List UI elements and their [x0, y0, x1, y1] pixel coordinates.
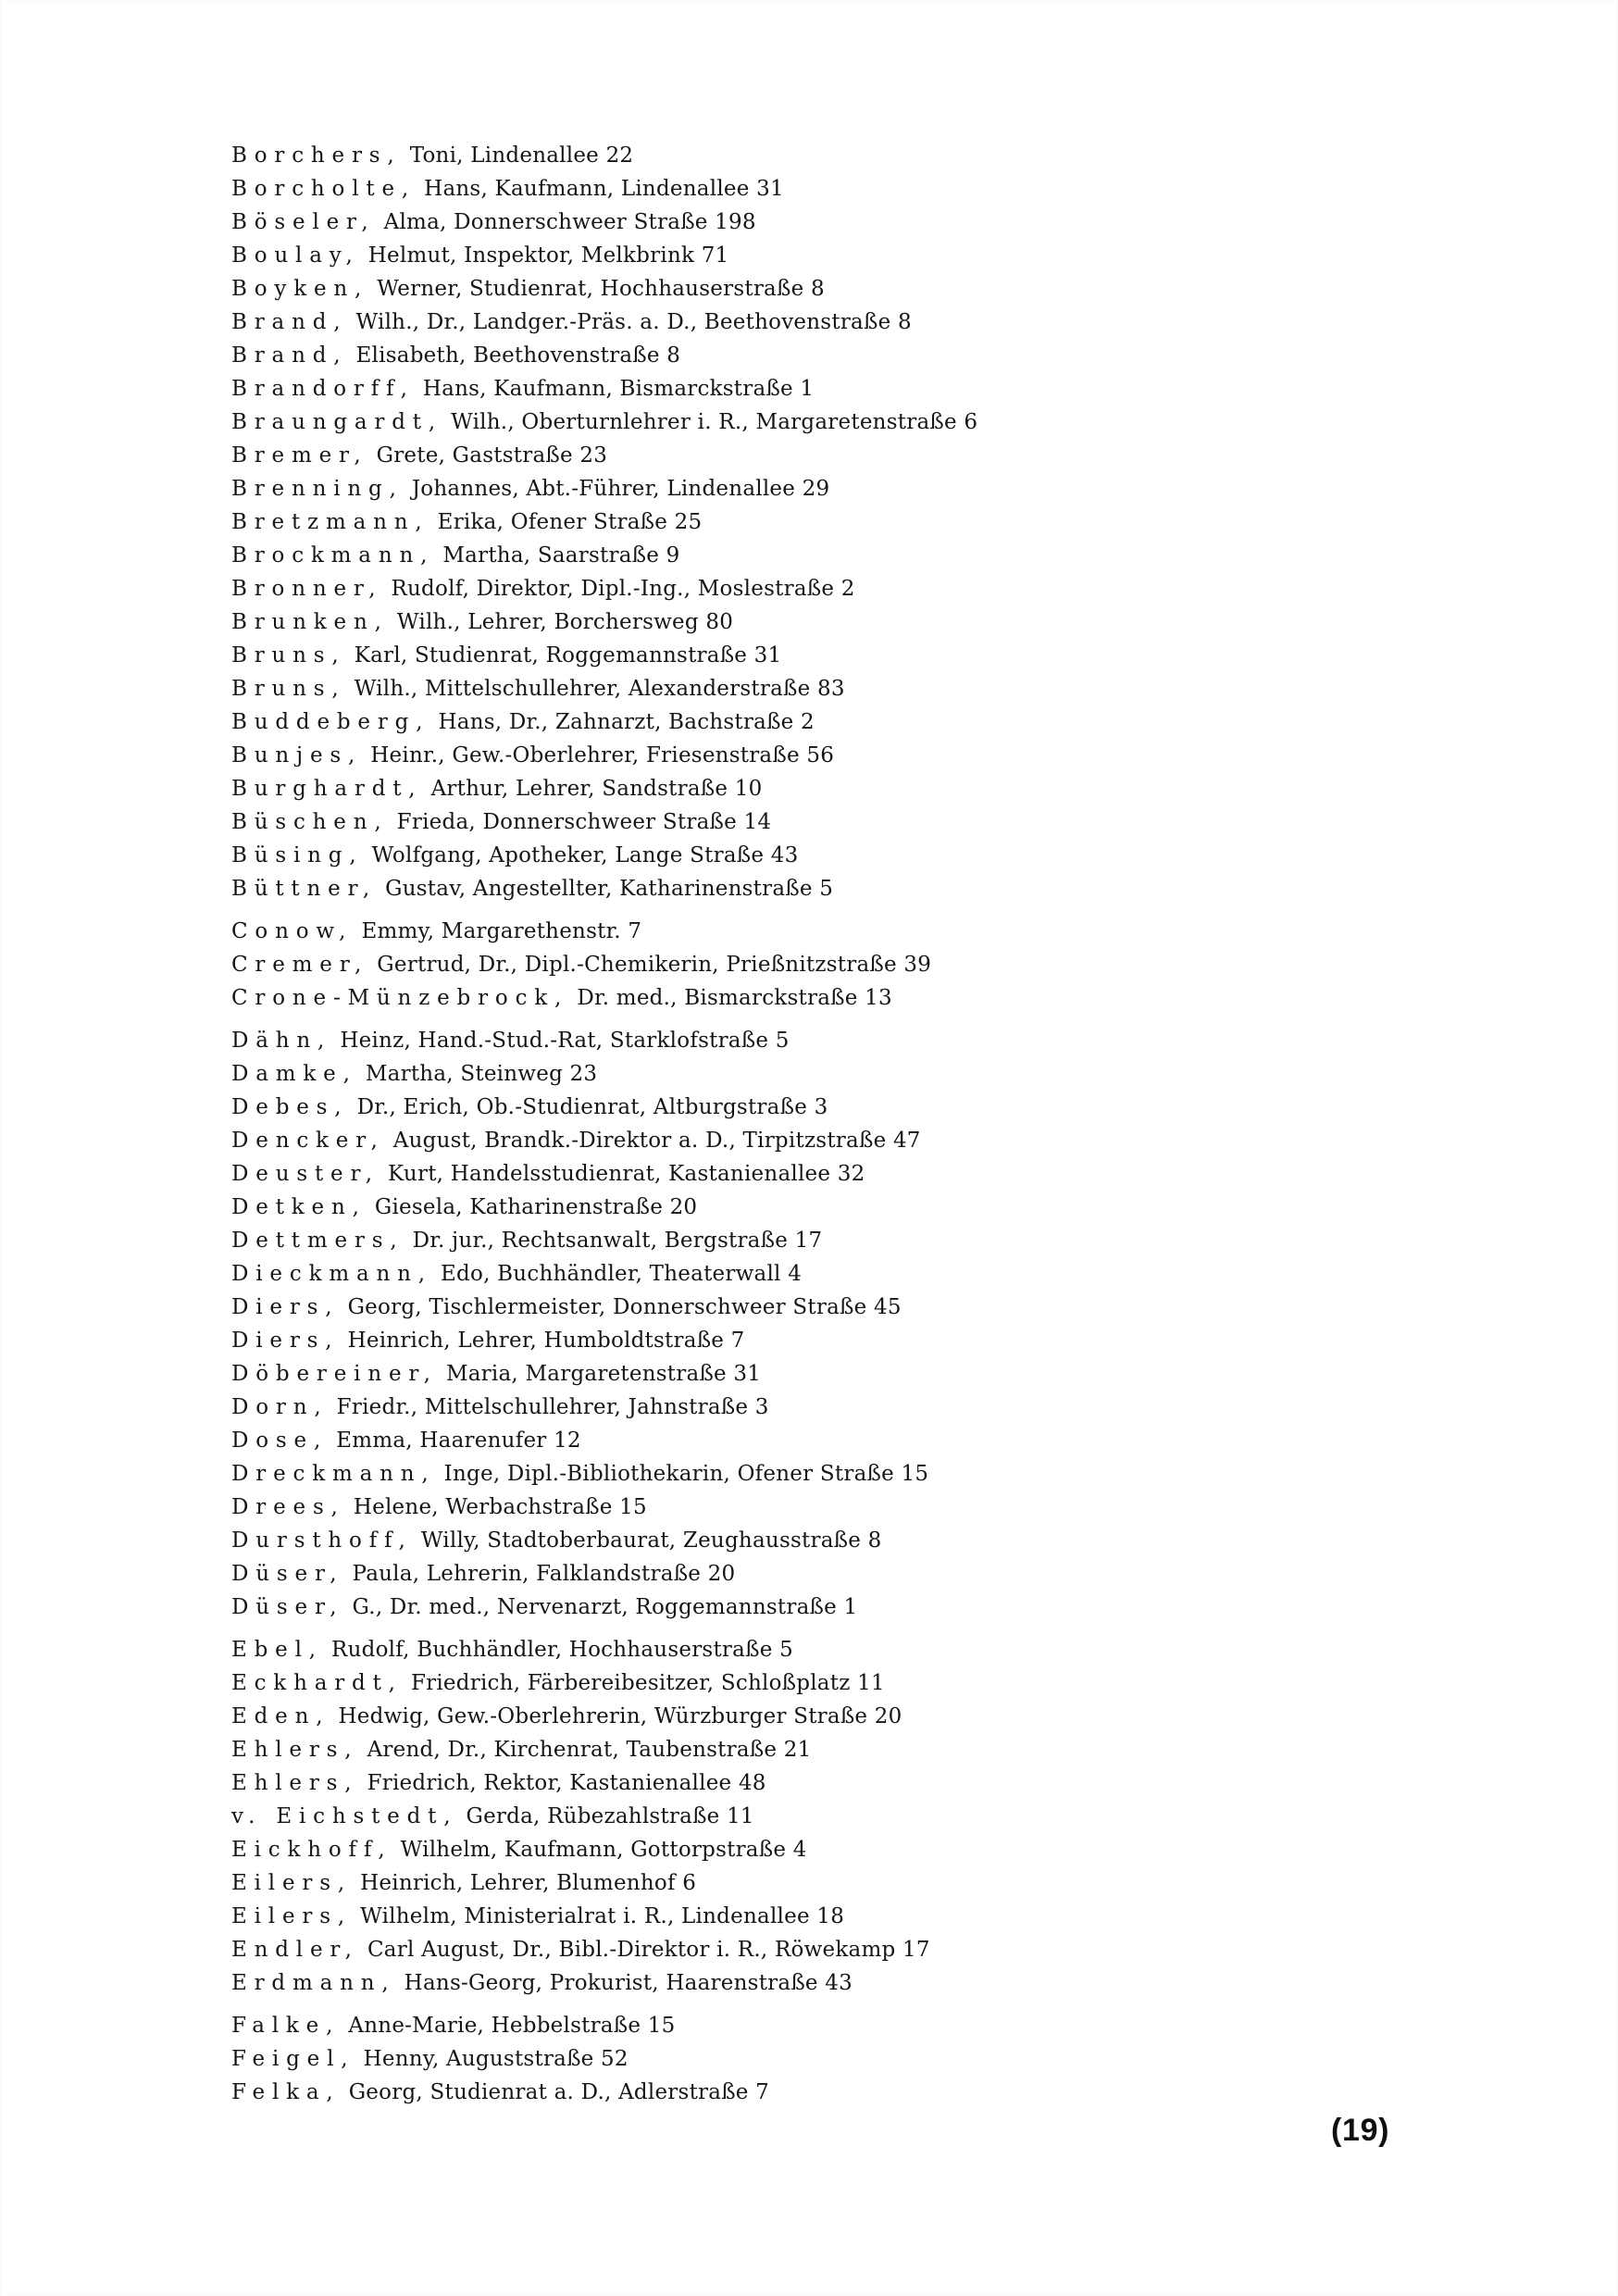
entry-details: Henny, Auguststraße 52: [363, 2047, 629, 2071]
entry-surname: Büschen,: [231, 810, 389, 834]
entry-surname: Ehlers,: [231, 1771, 359, 1795]
directory-entry: [231, 1733, 1213, 1766]
entry-surname: Bunjes,: [231, 743, 363, 767]
entry-surname: Drees,: [231, 1495, 345, 1519]
entry-surname: Dorn,: [231, 1395, 329, 1419]
directory-entry: [231, 639, 1213, 672]
directory-entry: [231, 439, 1213, 472]
directory-entry: [231, 172, 1213, 206]
entry-surname: Diers,: [231, 1295, 340, 1319]
directory-entry: [231, 372, 1213, 406]
directory-entry: [231, 839, 1213, 872]
entry-details: Gertrud, Dr., Dipl.-Chemikerin, Prießnitzstraße 39: [377, 953, 932, 977]
entry-details: Wolfgang, Apotheker, Lange Straße 43: [371, 843, 799, 867]
directory-entry: [231, 672, 1213, 705]
directory-letter-group: [231, 915, 1213, 1015]
entry-details: Rudolf, Direktor, Dipl.-Ing., Moslestraße 2: [391, 577, 855, 601]
entry-details: Paula, Lehrerin, Falklandstraße 20: [352, 1562, 736, 1586]
entry-surname: Düser,: [231, 1595, 344, 1619]
entry-details: Willy, Stadtoberbaurat, Zeughausstraße 8: [420, 1529, 882, 1553]
entry-surname: Detken,: [231, 1195, 367, 1219]
entry-surname: Erdmann,: [231, 1971, 396, 1995]
directory-entry: [231, 1191, 1213, 1224]
entry-details: Hans, Kaufmann, Lindenallee 31: [424, 177, 784, 201]
entry-details: Friedrich, Rektor, Kastanienallee 48: [367, 1771, 766, 1795]
entry-surname: Eckhardt,: [231, 1671, 403, 1695]
entry-details: Emma, Haarenufer 12: [336, 1429, 581, 1453]
entry-surname: Böseler,: [231, 210, 376, 234]
directory-entry: [231, 339, 1213, 372]
directory-entry: [231, 1324, 1213, 1357]
directory-entry: [231, 2042, 1213, 2076]
entry-surname: Dursthoff,: [231, 1529, 413, 1553]
directory-entry: [231, 1057, 1213, 1091]
entry-details: Dr., Erich, Ob.-Studienrat, Altburgstraße 3: [356, 1095, 828, 1119]
entry-details: Georg, Tischlermeister, Donnerschweer Straße 45: [347, 1295, 902, 1319]
entry-surname: Felka,: [231, 2080, 341, 2104]
entry-details: Dr. med., Bismarckstraße 13: [577, 986, 892, 1010]
directory-entry: [231, 1024, 1213, 1057]
entry-surname: Boyken,: [231, 277, 369, 301]
directory-entry: [231, 1357, 1213, 1391]
entry-surname: Ebel,: [231, 1638, 323, 1662]
directory-entry: [231, 1091, 1213, 1124]
entry-surname: Burghardt,: [231, 777, 423, 801]
entry-details: Dr. jur., Rechtsanwalt, Bergstraße 17: [412, 1229, 823, 1253]
entry-details: Friedr., Mittelschullehrer, Jahnstraße 3: [336, 1395, 769, 1419]
directory-entry: [231, 139, 1213, 172]
entry-surname: Brand,: [231, 343, 348, 368]
entry-details: Wilhelm, Kaufmann, Gottorpstraße 4: [400, 1838, 807, 1862]
entry-details: Wilh., Dr., Landger.-Präs. a. D., Beethovenstraße 8: [355, 310, 912, 334]
entry-surname: Diers,: [231, 1329, 340, 1353]
directory-entry: [231, 1157, 1213, 1191]
directory-entry: [231, 1257, 1213, 1291]
entry-surname: Bruns,: [231, 643, 346, 668]
entry-surname: Düser,: [231, 1562, 344, 1586]
directory-entry: [231, 948, 1213, 981]
entry-details: Karl, Studienrat, Roggemannstraße 31: [354, 643, 782, 668]
directory-entry: [231, 1391, 1213, 1424]
directory-entry: [231, 239, 1213, 272]
entry-details: Hedwig, Gew.-Oberlehrerin, Würzburger Straße 20: [338, 1704, 902, 1728]
entry-surname: Deuster,: [231, 1162, 380, 1186]
entry-surname: Boulay,: [231, 243, 360, 268]
entry-surname: Dieckmann,: [231, 1262, 432, 1286]
entry-surname: Bremer,: [231, 443, 368, 468]
entry-surname: Conow,: [231, 919, 354, 943]
directory-entry: [231, 981, 1213, 1015]
directory-entry: [231, 1800, 1213, 1833]
directory-entry: [231, 605, 1213, 639]
entry-surname: Döbereiner,: [231, 1362, 438, 1386]
directory-entry: [231, 206, 1213, 239]
directory-entry: [231, 772, 1213, 805]
directory-entry: [231, 1700, 1213, 1733]
entry-details: Friedrich, Färbereibesitzer, Schloßplatz 11: [410, 1671, 885, 1695]
entry-surname: Eilers,: [231, 1904, 352, 1928]
entry-surname: Endler,: [231, 1938, 359, 1962]
entry-details: Wilh., Oberturnlehrer i. R., Margaretenstraße 6: [451, 410, 978, 434]
entry-surname: Ehlers,: [231, 1738, 359, 1762]
directory-entry: [231, 1224, 1213, 1257]
entry-details: Erika, Ofener Straße 25: [437, 510, 703, 534]
entry-surname: Bretzmann,: [231, 510, 429, 534]
entry-details: Martha, Steinweg 23: [365, 1062, 598, 1086]
directory-entry: [231, 1966, 1213, 2000]
directory-entry: [231, 1833, 1213, 1866]
entry-details: Giesela, Katharinenstraße 20: [374, 1195, 698, 1219]
entry-surname: Büttner,: [231, 877, 377, 901]
entry-surname: Büsing,: [231, 843, 364, 867]
entry-details: August, Brandk.-Direktor a. D., Tirpitzstraße 47: [392, 1129, 921, 1153]
entry-details: Wilhelm, Ministerialrat i. R., Lindenallee 18: [360, 1904, 845, 1928]
entry-details: Rudolf, Buchhändler, Hochhauserstraße 5: [331, 1638, 793, 1662]
directory-letter-group: [231, 2009, 1213, 2109]
entry-details: Helene, Werbachstraße 15: [353, 1495, 647, 1519]
entry-details: Inge, Dipl.-Bibliothekarin, Ofener Straße 15: [443, 1462, 929, 1486]
entry-details: Heinr., Gew.-Oberlehrer, Friesenstraße 56: [370, 743, 835, 767]
entry-details: Heinz, Hand.-Stud.-Rat, Starklofstraße 5: [340, 1029, 790, 1053]
entry-surname: Crone-Münzebrock,: [231, 986, 569, 1010]
directory-entry: [231, 1524, 1213, 1557]
entry-surname: Brand,: [231, 310, 348, 334]
entry-surname: Brockmann,: [231, 543, 435, 568]
directory-entry: [231, 272, 1213, 306]
entry-surname: Bruns,: [231, 677, 346, 701]
entry-details: Toni, Lindenallee 22: [409, 144, 634, 168]
directory-entry: [231, 539, 1213, 572]
entry-details: Hans-Georg, Prokurist, Haarenstraße 43: [404, 1971, 853, 1995]
entry-details: Maria, Margaretenstraße 31: [445, 1362, 762, 1386]
directory-entry: [231, 406, 1213, 439]
entry-surname: Cremer,: [231, 953, 369, 977]
entry-surname: Falke,: [231, 2014, 341, 2038]
entry-surname: Debes,: [231, 1095, 349, 1119]
entry-details: Elisabeth, Beethovenstraße 8: [355, 343, 681, 368]
directory-entry: [231, 2076, 1213, 2109]
directory-entry: [231, 1766, 1213, 1800]
entry-details: Hans, Kaufmann, Bismarckstraße 1: [422, 377, 815, 401]
directory-entry: [231, 1900, 1213, 1933]
directory-entry: [231, 572, 1213, 605]
entry-details: Werner, Studienrat, Hochhauserstraße 8: [377, 277, 825, 301]
entry-surname: Eilers,: [231, 1871, 352, 1895]
entry-surname: Borchers,: [231, 144, 402, 168]
entry-surname: Brenning,: [231, 477, 404, 501]
entry-details: Carl August, Dr., Bibl.-Direktor i. R., Röwekamp 17: [367, 1938, 930, 1962]
directory-entry: [231, 1866, 1213, 1900]
entry-surname: Eickhoff,: [231, 1838, 392, 1862]
directory-letter-group: [231, 1633, 1213, 2000]
directory-entry: [231, 1933, 1213, 1966]
entry-surname: Dettmers,: [231, 1229, 404, 1253]
directory-entry: [231, 1666, 1213, 1700]
entry-surname: Buddeberg,: [231, 710, 430, 734]
entry-details: Alma, Donnerschweer Straße 198: [383, 210, 756, 234]
entry-surname: Damke,: [231, 1062, 357, 1086]
entry-details: Wilh., Mittelschullehrer, Alexanderstraße 83: [354, 677, 845, 701]
entry-surname: Dreckmann,: [231, 1462, 436, 1486]
entry-surname: Dähn,: [231, 1029, 332, 1053]
directory-entry: [231, 1457, 1213, 1491]
entry-details: Johannes, Abt.-Führer, Lindenallee 29: [411, 477, 830, 501]
entry-details: Emmy, Margarethenstr. 7: [361, 919, 642, 943]
directory-letter-group: [231, 1024, 1213, 1624]
directory-entry: [231, 872, 1213, 905]
entry-details: Grete, Gaststraße 23: [376, 443, 608, 468]
entry-details: Kurt, Handelsstudienrat, Kastanienallee 32: [388, 1162, 865, 1186]
entry-surname: Braungardt,: [231, 410, 442, 434]
entry-details: Gustav, Angestellter, Katharinenstraße 5: [385, 877, 834, 901]
entry-details: Martha, Saarstraße 9: [442, 543, 680, 568]
entry-surname: Brandorff,: [231, 377, 415, 401]
page-number: (19): [1331, 2113, 1390, 2148]
directory-entry: [231, 1557, 1213, 1591]
entry-details: G., Dr. med., Nervenarzt, Roggemannstraße 1: [352, 1595, 858, 1619]
directory-entry: [231, 805, 1213, 839]
entry-surname: Bronner,: [231, 577, 383, 601]
entry-details: Wilh., Lehrer, Borchersweg 80: [396, 610, 734, 634]
entry-surname: Borcholte,: [231, 177, 417, 201]
directory-entry: [231, 306, 1213, 339]
entry-surname: Dencker,: [231, 1129, 385, 1153]
directory-entry: [231, 1633, 1213, 1666]
directory-entry: [231, 1491, 1213, 1524]
entry-surname: Dose,: [231, 1429, 329, 1453]
address-directory: [231, 139, 1213, 2109]
directory-entry: [231, 472, 1213, 505]
directory-entry: [231, 1124, 1213, 1157]
entry-details: Heinrich, Lehrer, Blumenhof 6: [360, 1871, 697, 1895]
directory-entry: [231, 2009, 1213, 2042]
directory-entry: [231, 915, 1213, 948]
entry-details: Helmut, Inspektor, Melkbrink 71: [367, 243, 729, 268]
entry-surname: Brunken,: [231, 610, 389, 634]
directory-entry: [231, 1291, 1213, 1324]
entry-details: Anne-Marie, Hebbelstraße 15: [348, 2014, 676, 2038]
entry-details: Arthur, Lehrer, Sandstraße 10: [430, 777, 763, 801]
entry-details: Frieda, Donnerschweer Straße 14: [396, 810, 772, 834]
directory-entry: [231, 739, 1213, 772]
entry-details: Edo, Buchhändler, Theaterwall 4: [441, 1262, 803, 1286]
directory-entry: [231, 1591, 1213, 1624]
entry-details: Hans, Dr., Zahnarzt, Bachstraße 2: [438, 710, 815, 734]
directory-letter-group: [231, 139, 1213, 905]
entry-surname: v. Eichstedt,: [231, 1804, 458, 1828]
entry-details: Arend, Dr., Kirchenrat, Taubenstraße 21: [367, 1738, 812, 1762]
directory-entry: [231, 1424, 1213, 1457]
entry-details: Gerda, Rübezahlstraße 11: [466, 1804, 754, 1828]
entry-surname: Eden,: [231, 1704, 330, 1728]
entry-details: Georg, Studienrat a. D., Adlerstraße 7: [348, 2080, 770, 2104]
entry-surname: Feigel,: [231, 2047, 355, 2071]
directory-entry: [231, 505, 1213, 539]
directory-entry: [231, 705, 1213, 739]
entry-details: Heinrich, Lehrer, Humboldtstraße 7: [347, 1329, 745, 1353]
